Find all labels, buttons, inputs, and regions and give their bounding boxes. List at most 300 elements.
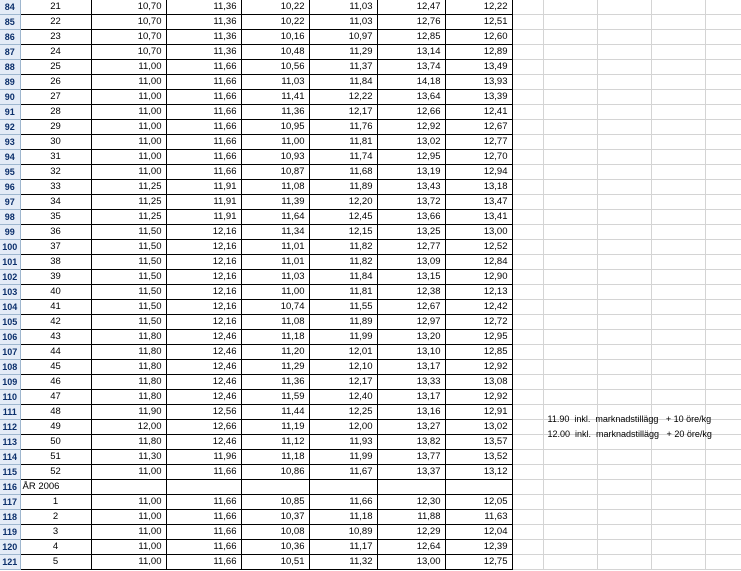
cell-empty[interactable]	[543, 255, 597, 270]
cell-value[interactable]: 11,89	[309, 315, 377, 330]
cell-value[interactable]: 12,56	[166, 405, 241, 420]
cell-empty[interactable]	[512, 0, 543, 15]
cell-value[interactable]: 13,57	[445, 435, 512, 450]
cell-empty[interactable]	[512, 465, 543, 480]
cell-empty[interactable]	[512, 60, 543, 75]
cell-empty[interactable]	[705, 495, 741, 510]
cell-value[interactable]: 12,41	[445, 105, 512, 120]
cell-empty[interactable]	[543, 330, 597, 345]
cell-empty[interactable]	[705, 540, 741, 555]
cell-empty[interactable]	[651, 540, 705, 555]
cell-value[interactable]: 11,76	[309, 120, 377, 135]
cell-value[interactable]: 12,97	[377, 315, 445, 330]
cell-empty[interactable]	[512, 180, 543, 195]
cell-value[interactable]: 13,08	[445, 375, 512, 390]
cell-value[interactable]: 10,08	[241, 525, 309, 540]
cell-value[interactable]: 12,42	[445, 300, 512, 315]
cell-value[interactable]: 12,91	[445, 405, 512, 420]
cell-value[interactable]: 11,66	[166, 105, 241, 120]
cell-empty[interactable]	[543, 345, 597, 360]
cell-value[interactable]: 11,80	[91, 375, 166, 390]
cell-week[interactable]: 22	[20, 15, 91, 30]
row-header[interactable]: 97	[0, 195, 20, 210]
cell-value[interactable]: 13,49	[445, 60, 512, 75]
cell-empty[interactable]	[543, 105, 597, 120]
cell-value[interactable]: 11,29	[309, 45, 377, 60]
cell-empty[interactable]	[512, 555, 543, 570]
cell-empty[interactable]	[651, 465, 705, 480]
cell-empty[interactable]	[651, 150, 705, 165]
cell-value[interactable]: 11,66	[166, 495, 241, 510]
cell-empty[interactable]	[543, 225, 597, 240]
cell-value[interactable]: 11,36	[166, 45, 241, 60]
cell-empty[interactable]	[543, 495, 597, 510]
cell-empty[interactable]	[597, 540, 651, 555]
row-header[interactable]: 89	[0, 75, 20, 90]
cell-empty[interactable]	[512, 390, 543, 405]
cell-value[interactable]: 12,46	[166, 375, 241, 390]
cell-empty[interactable]	[651, 30, 705, 45]
cell-empty[interactable]	[512, 210, 543, 225]
cell-empty[interactable]	[597, 480, 651, 495]
cell-week[interactable]: 28	[20, 105, 91, 120]
row-header[interactable]: 100	[0, 240, 20, 255]
cell-value[interactable]: 12,46	[166, 390, 241, 405]
cell-value[interactable]: 11,88	[377, 510, 445, 525]
row-header[interactable]: 86	[0, 30, 20, 45]
cell-value[interactable]: 11,50	[91, 300, 166, 315]
cell-value[interactable]: 11,50	[91, 240, 166, 255]
cell-value[interactable]: 12,66	[377, 105, 445, 120]
cell-empty[interactable]	[651, 75, 705, 90]
cell-value[interactable]: 11,12	[241, 435, 309, 450]
cell-value[interactable]: 11,00	[91, 495, 166, 510]
cell-empty[interactable]	[651, 90, 705, 105]
cell-empty[interactable]	[543, 150, 597, 165]
cell-value[interactable]: 11,18	[241, 450, 309, 465]
cell-week[interactable]: 23	[20, 30, 91, 45]
cell-value[interactable]: 11,00	[91, 90, 166, 105]
cell-value[interactable]: 11,00	[91, 525, 166, 540]
cell-empty[interactable]	[543, 120, 597, 135]
cell-empty[interactable]	[512, 135, 543, 150]
cell-value[interactable]: 11,63	[445, 510, 512, 525]
cell-empty[interactable]	[597, 75, 651, 90]
cell-value[interactable]: 13,41	[445, 210, 512, 225]
cell-empty[interactable]	[705, 60, 741, 75]
cell-empty[interactable]	[705, 555, 741, 570]
cell-empty[interactable]	[597, 315, 651, 330]
row-header[interactable]: 91	[0, 105, 20, 120]
cell-value[interactable]: 13,17	[377, 390, 445, 405]
cell-week[interactable]: 26	[20, 75, 91, 90]
cell-empty[interactable]	[597, 270, 651, 285]
row-header[interactable]: 95	[0, 165, 20, 180]
cell-value[interactable]: 11,01	[241, 240, 309, 255]
cell-value[interactable]: 12,39	[445, 540, 512, 555]
cell-value[interactable]	[91, 480, 166, 495]
cell-value[interactable]: 12,00	[91, 420, 166, 435]
cell-value[interactable]: 12,85	[377, 30, 445, 45]
cell-value[interactable]: 13,47	[445, 195, 512, 210]
cell-value[interactable]: 13,02	[377, 135, 445, 150]
cell-week[interactable]: 45	[20, 360, 91, 375]
cell-empty[interactable]	[543, 210, 597, 225]
cell-value[interactable]: 12,29	[377, 525, 445, 540]
cell-value[interactable]: 11,68	[309, 165, 377, 180]
cell-empty[interactable]	[651, 555, 705, 570]
cell-value[interactable]: 11,08	[241, 180, 309, 195]
cell-week[interactable]: 35	[20, 210, 91, 225]
row-header[interactable]: 102	[0, 270, 20, 285]
cell-value[interactable]: 12,92	[445, 390, 512, 405]
cell-empty[interactable]	[705, 165, 741, 180]
cell-value[interactable]: 11,67	[309, 465, 377, 480]
cell-value[interactable]: 11,25	[91, 180, 166, 195]
cell-value[interactable]: 11,17	[309, 540, 377, 555]
cell-empty[interactable]	[597, 135, 651, 150]
cell-value[interactable]: 11,00	[91, 135, 166, 150]
cell-value[interactable]: 13,27	[377, 420, 445, 435]
cell-empty[interactable]	[651, 390, 705, 405]
cell-value[interactable]: 12,77	[377, 240, 445, 255]
cell-empty[interactable]	[543, 285, 597, 300]
cell-value[interactable]: 12,22	[445, 0, 512, 15]
cell-empty[interactable]	[705, 105, 741, 120]
cell-value[interactable]: 10,22	[241, 15, 309, 30]
cell-value[interactable]: 11,19	[241, 420, 309, 435]
cell-value[interactable]: 12,92	[377, 120, 445, 135]
cell-value[interactable]	[445, 480, 512, 495]
cell-week[interactable]: 31	[20, 150, 91, 165]
cell-value[interactable]: 11,66	[166, 150, 241, 165]
cell-value[interactable]: 12,85	[445, 345, 512, 360]
cell-empty[interactable]	[705, 90, 741, 105]
cell-value[interactable]: 11,93	[309, 435, 377, 450]
cell-empty[interactable]	[597, 360, 651, 375]
cell-value[interactable]: 11,39	[241, 195, 309, 210]
cell-value[interactable]: 12,40	[309, 390, 377, 405]
row-header[interactable]: 94	[0, 150, 20, 165]
cell-empty[interactable]	[543, 525, 597, 540]
cell-empty[interactable]	[543, 555, 597, 570]
cell-empty[interactable]	[651, 450, 705, 465]
cell-empty[interactable]	[705, 360, 741, 375]
cell-value[interactable]: 11,84	[309, 75, 377, 90]
cell-value[interactable]: 11,96	[166, 450, 241, 465]
cell-value[interactable]: 12,94	[445, 165, 512, 180]
cell-empty[interactable]	[512, 255, 543, 270]
cell-empty[interactable]	[597, 90, 651, 105]
cell-value[interactable]: 13,33	[377, 375, 445, 390]
cell-empty[interactable]	[543, 0, 597, 15]
cell-value[interactable]: 11,36	[241, 375, 309, 390]
cell-value[interactable]: 11,44	[241, 405, 309, 420]
cell-empty[interactable]	[512, 45, 543, 60]
cell-week[interactable]: 24	[20, 45, 91, 60]
cell-value[interactable]: 13,20	[377, 330, 445, 345]
cell-empty[interactable]	[543, 375, 597, 390]
cell-value[interactable]: 12,38	[377, 285, 445, 300]
row-header[interactable]: 115	[0, 465, 20, 480]
cell-empty[interactable]	[543, 180, 597, 195]
cell-empty[interactable]	[651, 495, 705, 510]
cell-empty[interactable]	[705, 210, 741, 225]
cell-empty[interactable]	[705, 30, 741, 45]
cell-value[interactable]: 11,80	[91, 390, 166, 405]
cell-empty[interactable]	[651, 15, 705, 30]
cell-empty[interactable]	[543, 510, 597, 525]
cell-week[interactable]: 29	[20, 120, 91, 135]
cell-value[interactable]: 11,80	[91, 360, 166, 375]
cell-value[interactable]: 12,00	[309, 420, 377, 435]
cell-value[interactable]: 11,03	[309, 0, 377, 15]
cell-empty[interactable]	[543, 270, 597, 285]
cell-value[interactable]: 11,80	[91, 435, 166, 450]
cell-empty[interactable]	[705, 315, 741, 330]
cell-value[interactable]: 11,36	[241, 105, 309, 120]
row-header[interactable]: 92	[0, 120, 20, 135]
cell-empty[interactable]	[705, 45, 741, 60]
row-header[interactable]: 114	[0, 450, 20, 465]
cell-value[interactable]: 13,82	[377, 435, 445, 450]
cell-value[interactable]: 11,66	[166, 120, 241, 135]
cell-value[interactable]: 13,43	[377, 180, 445, 195]
cell-empty[interactable]	[597, 45, 651, 60]
cell-value[interactable]: 12,92	[445, 360, 512, 375]
cell-value[interactable]: 11,99	[309, 450, 377, 465]
cell-empty[interactable]	[597, 165, 651, 180]
cell-value[interactable]	[309, 480, 377, 495]
cell-week[interactable]: 44	[20, 345, 91, 360]
cell-value[interactable]: 12,30	[377, 495, 445, 510]
cell-value[interactable]: 13,77	[377, 450, 445, 465]
cell-week[interactable]: 33	[20, 180, 91, 195]
cell-value[interactable]: 11,20	[241, 345, 309, 360]
cell-empty[interactable]	[705, 15, 741, 30]
cell-empty[interactable]	[705, 180, 741, 195]
cell-empty[interactable]	[705, 135, 741, 150]
cell-value[interactable]: 13,12	[445, 465, 512, 480]
cell-week[interactable]: 47	[20, 390, 91, 405]
cell-value[interactable]: 12,16	[166, 300, 241, 315]
cell-week[interactable]: 50	[20, 435, 91, 450]
cell-value[interactable]: 14,18	[377, 75, 445, 90]
cell-value[interactable]: 10,97	[309, 30, 377, 45]
cell-empty[interactable]	[651, 120, 705, 135]
row-header[interactable]: 117	[0, 495, 20, 510]
cell-value[interactable]: 12,46	[166, 360, 241, 375]
cell-value[interactable]: 12,05	[445, 495, 512, 510]
cell-value[interactable]: 11,29	[241, 360, 309, 375]
cell-empty[interactable]	[651, 0, 705, 15]
cell-value[interactable]: 10,37	[241, 510, 309, 525]
cell-empty[interactable]	[512, 300, 543, 315]
cell-empty[interactable]	[705, 330, 741, 345]
cell-value[interactable]: 11,50	[91, 255, 166, 270]
cell-value[interactable]: 13,52	[445, 450, 512, 465]
cell-empty[interactable]	[597, 345, 651, 360]
cell-empty[interactable]	[512, 150, 543, 165]
cell-empty[interactable]	[512, 285, 543, 300]
cell-empty[interactable]	[651, 300, 705, 315]
cell-empty[interactable]	[651, 525, 705, 540]
cell-value[interactable]: 12,67	[445, 120, 512, 135]
cell-empty[interactable]	[597, 300, 651, 315]
cell-week[interactable]: 27	[20, 90, 91, 105]
cell-value[interactable]: 10,22	[241, 0, 309, 15]
cell-empty[interactable]	[705, 390, 741, 405]
row-header[interactable]: 113	[0, 435, 20, 450]
cell-empty[interactable]	[512, 90, 543, 105]
cell-week[interactable]: 32	[20, 165, 91, 180]
cell-empty[interactable]	[597, 465, 651, 480]
cell-value[interactable]: 10,86	[241, 465, 309, 480]
cell-value[interactable]: 11,66	[166, 135, 241, 150]
cell-value[interactable]: 12,46	[166, 435, 241, 450]
cell-value[interactable]: 12,16	[166, 315, 241, 330]
cell-empty[interactable]	[651, 210, 705, 225]
cell-empty[interactable]	[597, 180, 651, 195]
cell-value[interactable]: 12,52	[445, 240, 512, 255]
cell-empty[interactable]	[705, 450, 741, 465]
cell-empty[interactable]	[512, 435, 543, 450]
cell-empty[interactable]	[512, 345, 543, 360]
cell-empty[interactable]	[597, 210, 651, 225]
cell-empty[interactable]	[651, 360, 705, 375]
cell-value[interactable]: 11,82	[309, 255, 377, 270]
cell-empty[interactable]	[543, 390, 597, 405]
cell-empty[interactable]	[512, 525, 543, 540]
cell-empty[interactable]	[651, 225, 705, 240]
cell-empty[interactable]	[543, 450, 597, 465]
cell-empty[interactable]	[512, 480, 543, 495]
cell-week[interactable]: 2	[20, 510, 91, 525]
cell-value[interactable]: 12,89	[445, 45, 512, 60]
cell-empty[interactable]	[597, 195, 651, 210]
row-header[interactable]: 103	[0, 285, 20, 300]
cell-value[interactable]: 12,17	[309, 105, 377, 120]
cell-value[interactable]: 12,16	[166, 255, 241, 270]
cell-value[interactable]: 13,00	[377, 555, 445, 570]
cell-value[interactable]: 10,70	[91, 45, 166, 60]
cell-week[interactable]: 41	[20, 300, 91, 315]
cell-value[interactable]	[241, 480, 309, 495]
cell-value[interactable]: 11,80	[91, 345, 166, 360]
row-header[interactable]: 85	[0, 15, 20, 30]
cell-value[interactable]: 13,10	[377, 345, 445, 360]
cell-empty[interactable]	[705, 150, 741, 165]
cell-value[interactable]: 11,91	[166, 180, 241, 195]
cell-empty[interactable]	[512, 165, 543, 180]
cell-empty[interactable]	[651, 45, 705, 60]
cell-value[interactable]: 12,45	[309, 210, 377, 225]
cell-empty[interactable]	[651, 285, 705, 300]
cell-empty[interactable]	[512, 420, 543, 435]
row-header[interactable]: 84	[0, 0, 20, 15]
cell-empty[interactable]	[597, 375, 651, 390]
cell-value[interactable]: 11,66	[166, 90, 241, 105]
cell-empty[interactable]	[543, 360, 597, 375]
cell-week[interactable]: 46	[20, 375, 91, 390]
cell-empty[interactable]	[543, 540, 597, 555]
cell-value[interactable]: 11,66	[166, 75, 241, 90]
row-header[interactable]: 88	[0, 60, 20, 75]
cell-value[interactable]: 11,01	[241, 255, 309, 270]
cell-value[interactable]: 12,90	[445, 270, 512, 285]
cell-value[interactable]: 11,00	[241, 135, 309, 150]
cell-value[interactable]: 11,66	[166, 465, 241, 480]
cell-empty[interactable]	[512, 270, 543, 285]
cell-value[interactable]: 11,82	[309, 240, 377, 255]
cell-value[interactable]: 13,25	[377, 225, 445, 240]
cell-week[interactable]: 34	[20, 195, 91, 210]
cell-empty[interactable]	[651, 330, 705, 345]
cell-empty[interactable]	[512, 375, 543, 390]
cell-value[interactable]: 12,67	[377, 300, 445, 315]
cell-value[interactable]: 11,81	[309, 285, 377, 300]
cell-value[interactable]: 11,66	[166, 540, 241, 555]
cell-week[interactable]: 4	[20, 540, 91, 555]
row-header[interactable]: 87	[0, 45, 20, 60]
cell-week[interactable]: 3	[20, 525, 91, 540]
cell-value[interactable]: 11,66	[166, 510, 241, 525]
cell-empty[interactable]	[597, 525, 651, 540]
cell-empty[interactable]	[543, 465, 597, 480]
cell-value[interactable]: 11,00	[91, 75, 166, 90]
cell-week[interactable]: 25	[20, 60, 91, 75]
cell-value[interactable]: 12,95	[377, 150, 445, 165]
cell-week[interactable]: 30	[20, 135, 91, 150]
row-header[interactable]: 109	[0, 375, 20, 390]
cell-empty[interactable]	[543, 15, 597, 30]
row-header[interactable]: 111	[0, 405, 20, 420]
cell-empty[interactable]	[651, 180, 705, 195]
cell-week[interactable]: 42	[20, 315, 91, 330]
cell-value[interactable]: 11,50	[91, 285, 166, 300]
cell-empty[interactable]	[597, 60, 651, 75]
cell-week[interactable]: 37	[20, 240, 91, 255]
cell-value[interactable]: 12,75	[445, 555, 512, 570]
cell-empty[interactable]	[597, 555, 651, 570]
cell-value[interactable]: 12,46	[166, 330, 241, 345]
cell-value[interactable]: 12,66	[166, 420, 241, 435]
cell-value[interactable]: 11,03	[241, 75, 309, 90]
cell-value[interactable]: 12,47	[377, 0, 445, 15]
cell-value[interactable]: 13,72	[377, 195, 445, 210]
cell-value[interactable]: 13,16	[377, 405, 445, 420]
cell-empty[interactable]	[512, 315, 543, 330]
cell-value[interactable]: 11,03	[241, 270, 309, 285]
cell-empty[interactable]	[705, 0, 741, 15]
cell-value[interactable]: 13,19	[377, 165, 445, 180]
cell-value[interactable]: 13,00	[445, 225, 512, 240]
cell-empty[interactable]	[512, 75, 543, 90]
row-header[interactable]: 107	[0, 345, 20, 360]
cell-value[interactable]: 12,70	[445, 150, 512, 165]
row-header[interactable]: 108	[0, 360, 20, 375]
cell-value[interactable]: 11,18	[309, 510, 377, 525]
cell-value[interactable]: 10,70	[91, 30, 166, 45]
cell-value[interactable]: 13,74	[377, 60, 445, 75]
cell-empty[interactable]	[512, 495, 543, 510]
cell-empty[interactable]	[705, 255, 741, 270]
cell-empty[interactable]	[705, 225, 741, 240]
cell-empty[interactable]	[705, 285, 741, 300]
cell-value[interactable]: 13,18	[445, 180, 512, 195]
cell-empty[interactable]	[512, 15, 543, 30]
cell-week[interactable]: 52	[20, 465, 91, 480]
